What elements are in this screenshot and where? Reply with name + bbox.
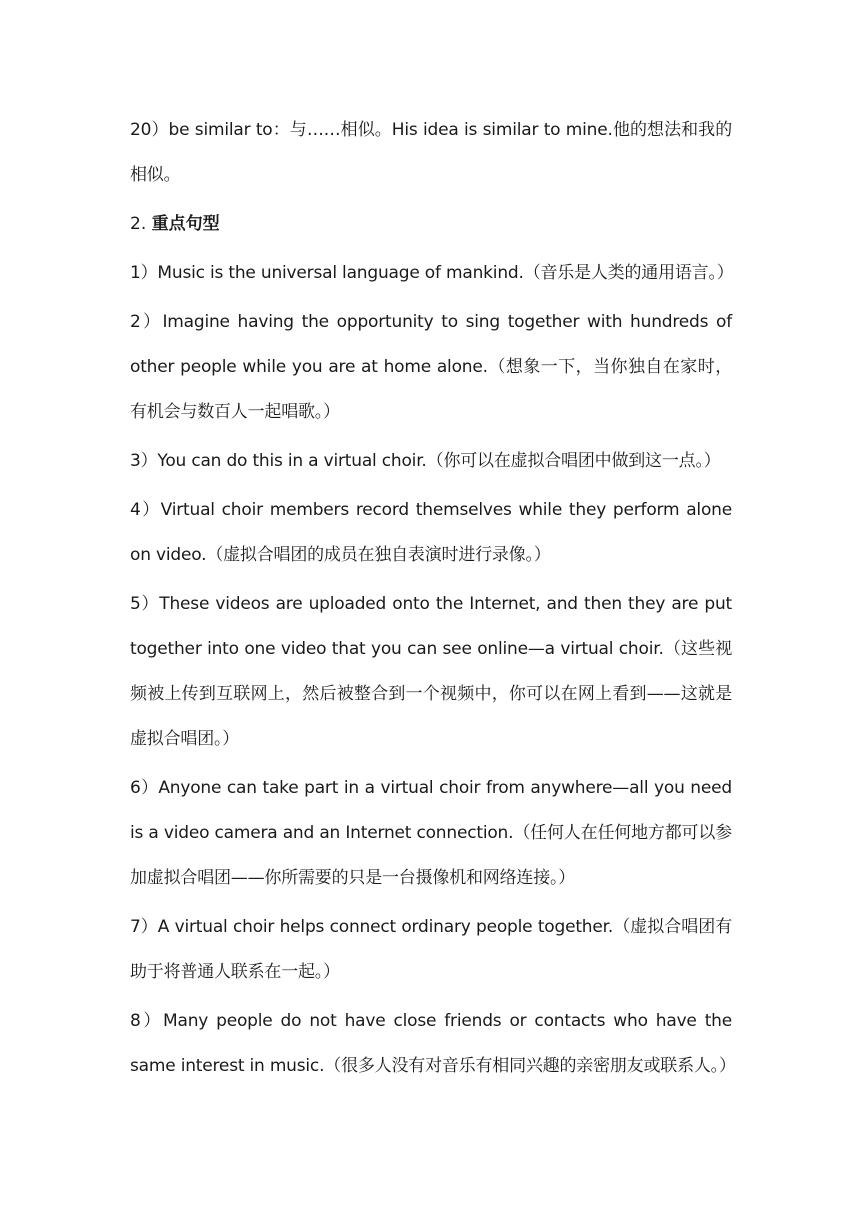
sentence-2: 2）Imagine having the opportunity to sing together with hundreds of other people while you are at home alone.（想象一下，当你独自在家时，有机会与数百人一起唱歌。） bbox=[130, 312, 732, 422]
document-body bbox=[130, 108, 736, 1093]
sentence-4: 4）Virtual choir members record themselves while they perform alone on video.（虚拟合唱团的成员在独自表演时进行录像。） bbox=[130, 500, 732, 565]
section-title: 重点句型 bbox=[151, 214, 220, 234]
section-heading bbox=[130, 202, 732, 247]
sentence-3: 3）You can do this in a virtual choir.（你可以在虚拟合唱团中做到这一点。） bbox=[130, 451, 721, 471]
sentence-7: 7）A virtual choir helps connect ordinary people together.（虚拟合唱团有助于将普通人联系在一起。） bbox=[130, 917, 732, 982]
section-number: 2. bbox=[130, 214, 147, 234]
sentence-8: 8）Many people do not have close friends or contacts who have the same interest in music.（很多人没有对音乐有相同兴趣的亲密朋友或联系人。） bbox=[130, 1011, 736, 1076]
sentence-6: 6）Anyone can take part in a virtual choir from anywhere—all you need is a video camera and an Internet connection.（任何人在任何地方都可以参加虚拟合唱团——你所需要的只是一台摄像机和网络连接。） bbox=[130, 778, 732, 888]
sentence-5: 5）These videos are uploaded onto the Internet, and then they are put together into one video that you can see online—a virtual choir.（这些视频被上传到互联网上，然后被整合到一个视频中，你可以在网上看到——这就是虚拟合唱团。） bbox=[130, 594, 732, 749]
intro-paragraph: 20）be similar to：与……相似。His idea is similar to mine.他的想法和我的相似。 bbox=[130, 120, 732, 185]
sentence-1: 1）Music is the universal language of mankind.（音乐是人类的通用语言。） bbox=[130, 263, 734, 283]
